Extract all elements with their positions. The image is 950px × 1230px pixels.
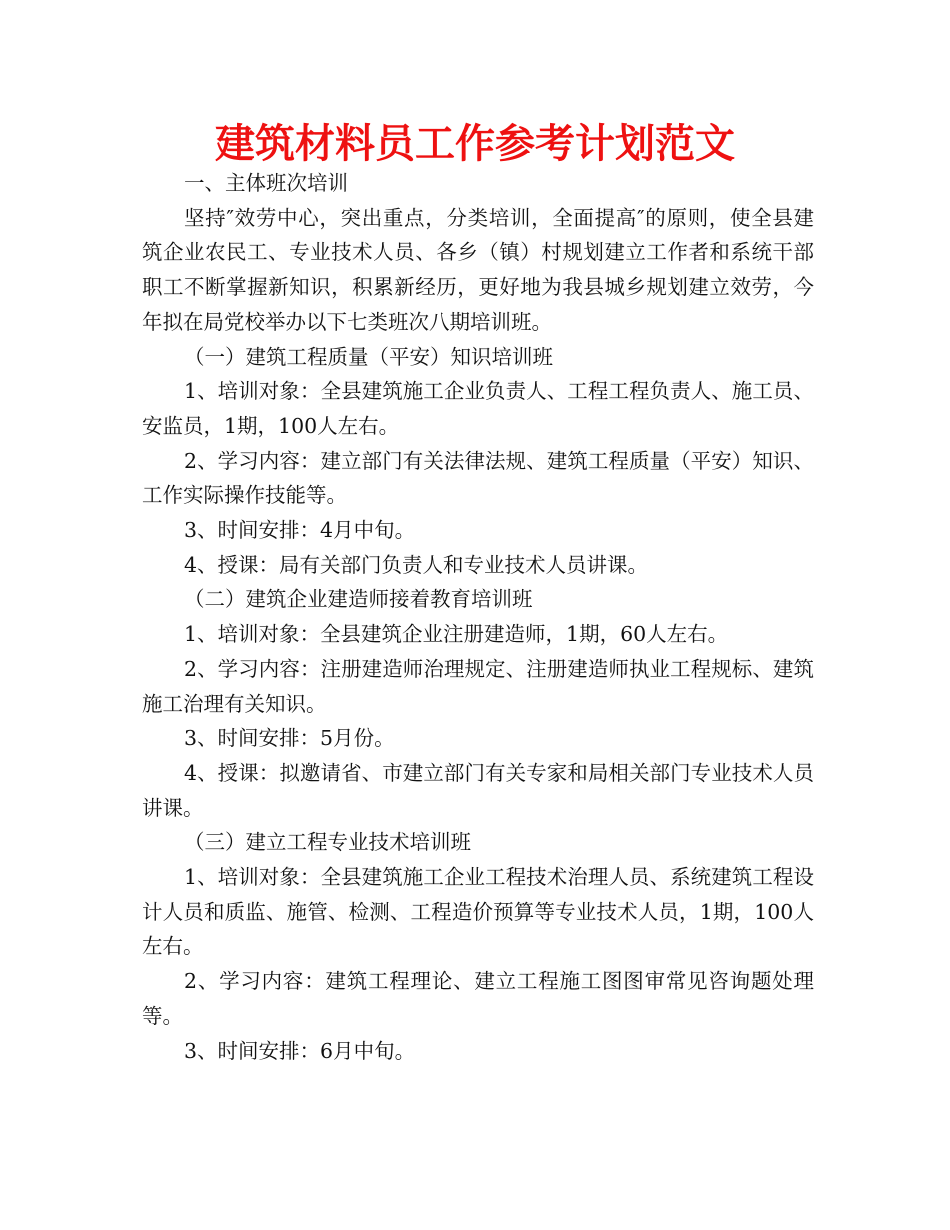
list-item: 2、学习内容：注册建造师治理规定、注册建造师执业工程规标、建筑施工治理有关知识。 [142,656,814,716]
subsection-heading: （三）建立工程专业技术培训班 [184,830,471,855]
subsection-heading: （一）建筑工程质量（平安）知识培训班 [184,344,553,369]
list-item: 1、培训对象：全县建筑企业注册建造师，1期，60人左右。 [184,622,729,647]
list-item: 1、培训对象：全县建筑施工企业负责人、工程工程负责人、施工员、安监员，1期，100人左右。 [142,379,814,438]
list-item: 4、授课：局有关部门负责人和专业技术人员讲课。 [184,552,649,577]
document-body [142,166,814,1068]
list-item: 1、培训对象：全县建筑施工企业工程技术治理人员、系统建筑工程设计人员和质监、施管、检测、工程造价预算等专业技术人员，1期，100人左右。 [142,865,814,959]
list-item: 3、时间安排：4月中旬。 [184,518,416,543]
document-title: 建筑材料员工作参考计划范文 [215,120,735,167]
list-item: 2、学习内容：建立部门有关法律法规、建筑工程质量（平安）知识、工作实际操作技能等。 [142,448,814,508]
list-item: 4、授课：拟邀请省、市建立部门有关专家和局相关部门专业技术人员讲课。 [142,760,814,820]
list-item: 3、时间安排：5月份。 [184,726,395,751]
list-item: 2、学习内容：建筑工程理论、建立工程施工图图审常见咨询题处理等。 [142,969,814,1028]
list-item: 3、时间安排：6月中旬。 [184,1038,416,1063]
subsection-heading: （二）建筑企业建造师接着教育培训班 [184,587,533,612]
section-heading: 一、主体班次培训 [184,171,348,195]
intro-paragraph: 坚持″效劳中心，突出重点，分类培训，全面提高″的原则，使全县建筑企业农民工、专业技术人员、各乡（镇）村规划建立工作者和系统干部职工不断掌握新知识，积累新经历，更好地为我县城乡规划建立效劳，今年拟在局党校举办以下七类班次八期培训班。 [142,205,814,334]
